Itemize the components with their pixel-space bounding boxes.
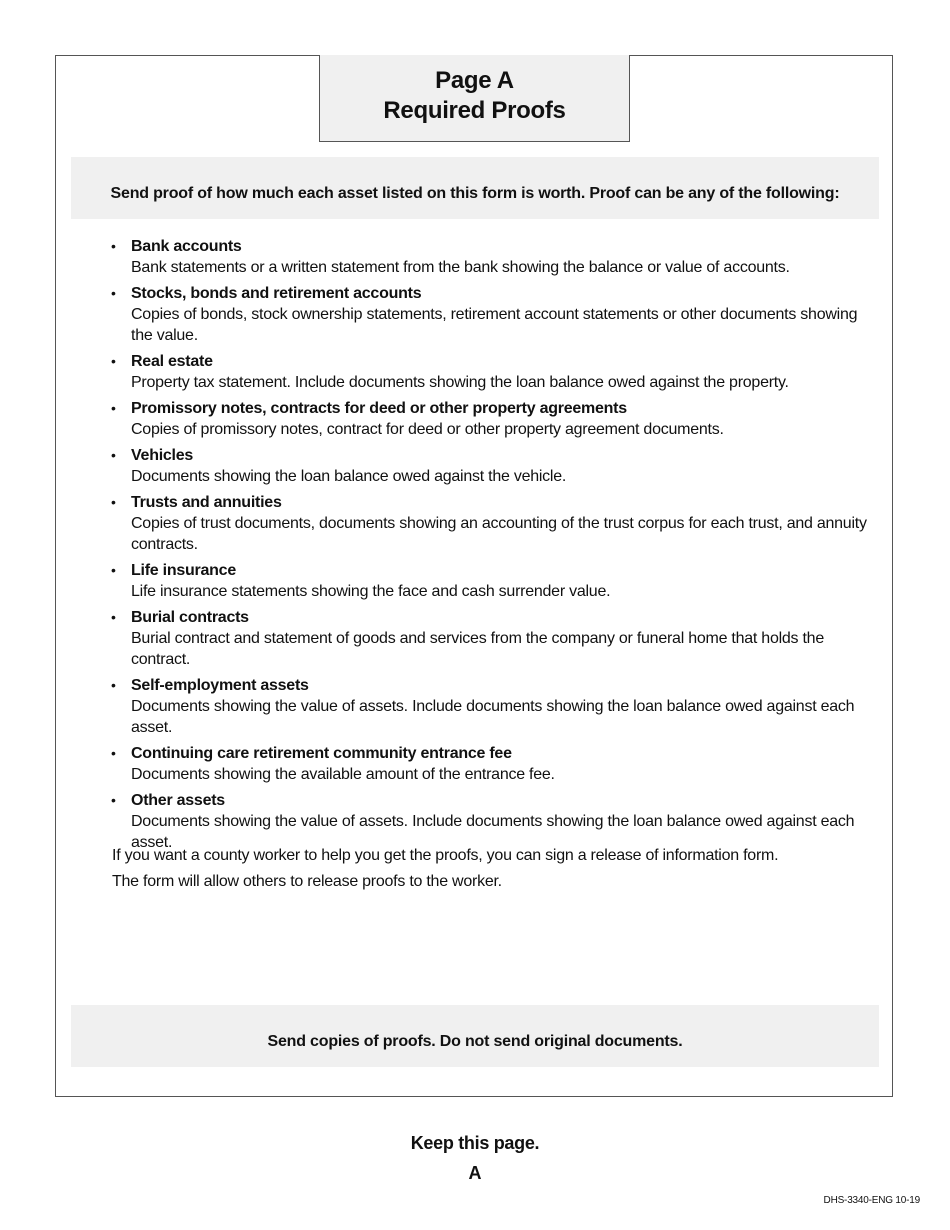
proof-item-title: Continuing care retirement community entrance fee [131,745,512,762]
bullet: • [111,745,116,761]
proof-item-trusts [107,492,882,555]
copies-notice: Send copies of proofs. Do not send original documents. [267,1033,683,1050]
proof-item-burial-contracts [107,607,882,670]
proof-item-vehicles [107,445,882,487]
page-letter: A [468,1163,482,1183]
proof-item-desc: Copies of promissory notes, contract for deed or other property agreement documents. [131,421,724,438]
bullet: • [111,792,116,808]
page-title: Page A [435,67,514,94]
bullet: • [111,400,116,416]
proof-item-title: Self-employment assets [131,677,309,694]
proof-item-title: Trusts and annuities [131,494,282,511]
intro-band [71,157,879,219]
proof-item-title: Life insurance [131,562,236,579]
bullet: • [111,447,116,463]
proof-item-self-employment [107,675,882,738]
proof-item-desc: Bank statements or a written statement from the bank showing the balance or value of accounts. [131,259,790,276]
proof-item-desc: Documents showing the value of assets. Include documents showing the loan balance owed against each asset. [131,698,855,736]
release-note-followup: The form will allow others to release proofs to the worker. [112,873,502,890]
proof-item-other-assets [107,790,882,853]
proof-item-title: Stocks, bonds and retirement accounts [131,285,422,302]
proof-item-desc: Burial contract and statement of goods and services from the company or funeral home that holds the contract. [131,630,824,668]
proof-item-desc: Documents showing the loan balance owed against the vehicle. [131,468,567,485]
page-subtitle: Required Proofs [383,97,566,124]
proof-item-bank-accounts [107,236,882,278]
proof-item-title: Promissory notes, contracts for deed or other property agreements [131,400,627,417]
proof-item-desc: Copies of bonds, stock ownership statements, retirement account statements or other documents showing the value. [131,306,858,344]
intro-text: Send proof of how much each asset listed on this form is worth. Proof can be any of the following: [110,185,840,202]
proof-item-desc: Property tax statement. Include documents showing the loan balance owed against the property. [131,374,789,391]
proof-list [107,236,882,858]
bullet: • [111,353,116,369]
proof-item-promissory-notes [107,398,882,440]
keep-page-text: Keep this page. [410,1133,540,1153]
bullet: • [111,562,116,578]
bullet: • [111,238,116,254]
release-note: If you want a county worker to help you get the proofs, you can sign a release of information form. [112,847,779,864]
proof-item-desc: Copies of trust documents, documents showing an accounting of the trust corpus for each trust, and annuity contracts. [131,515,867,553]
proof-item-title: Vehicles [131,447,194,464]
proof-item-title: Real estate [131,353,213,370]
proof-item-desc: Life insurance statements showing the face and cash surrender value. [131,583,611,600]
form-code: DHS-3340-ENG 10-19 [823,1195,920,1206]
bullet: • [111,494,116,510]
bullet: • [111,677,116,693]
bullet: • [111,285,116,301]
proof-item-stocks [107,283,882,346]
proof-item-title: Bank accounts [131,238,242,255]
proof-item-title: Other assets [131,792,225,809]
proof-item-desc: Documents showing the value of assets. Include documents showing the loan balance owed against each asset. [131,813,855,851]
bullet: • [111,609,116,625]
proof-item-life-insurance [107,560,882,602]
proof-item-real-estate [107,351,882,393]
copies-notice-band [71,1005,879,1067]
title-box [319,55,630,142]
proof-item-desc: Documents showing the available amount of the entrance fee. [131,766,555,783]
proof-item-continuing-care [107,743,882,785]
proof-item-title: Burial contracts [131,609,249,626]
